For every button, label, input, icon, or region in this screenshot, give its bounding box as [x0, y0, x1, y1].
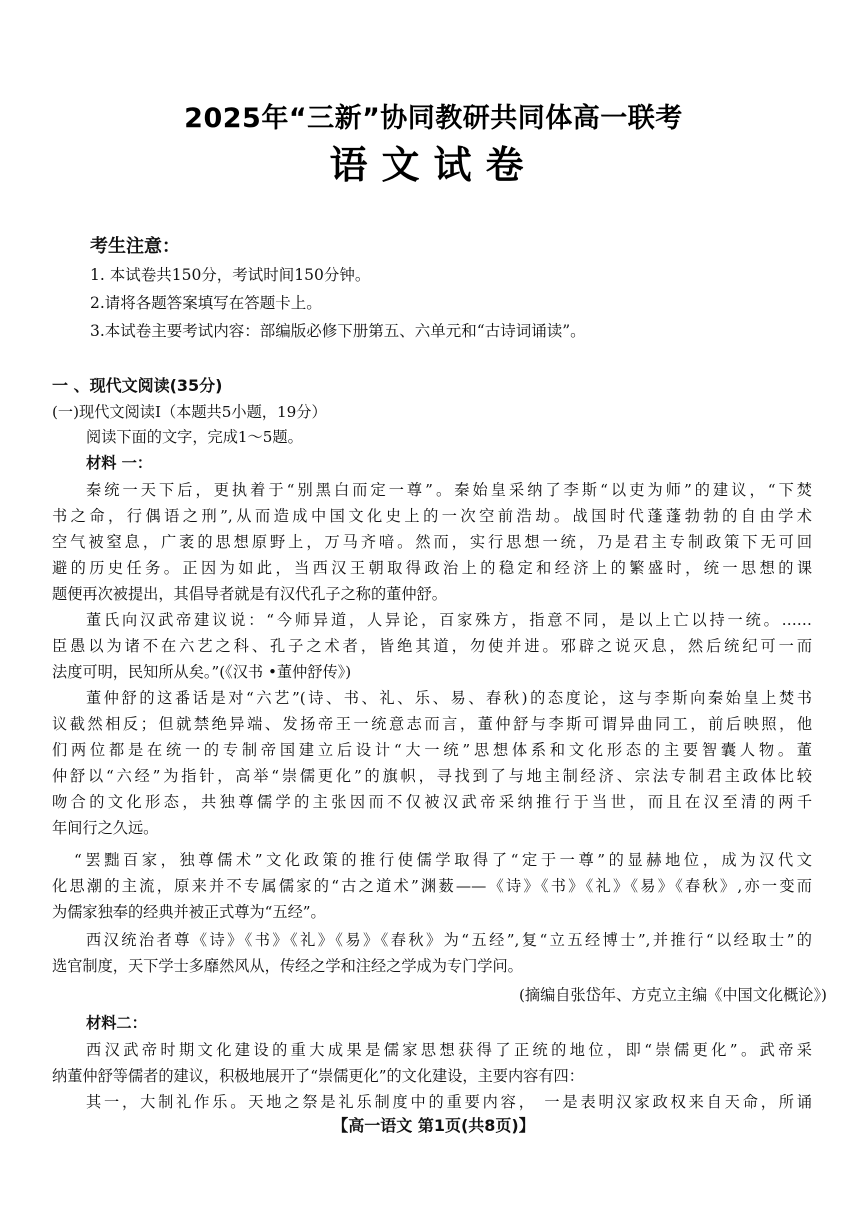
- material-label: 材料二：: [86, 1014, 147, 1032]
- reading-instruction: 阅读下面的文字，完成1～5题。: [86, 428, 303, 446]
- material-label: 材料 一：: [86, 454, 153, 472]
- paragraph-line: 董仲舒的这番话是对“六艺”(诗、书、礼、乐、易、春秋)的态度论，这与李斯向秦始皇上焚书: [86, 689, 812, 707]
- paragraph-line: 避的历史任务。正因为如此，当西汉王朝取得政治上的稳定和经济上的繁盛时，统一思想的课: [52, 559, 812, 577]
- exam-subject-title: 语文试卷: [329, 143, 538, 187]
- paragraph-line: 空气被窒息，广袤的思想原野上，万马齐喑。然而，实行思想一统，乃是君主专制政策下无可回: [52, 533, 812, 551]
- paragraph-line: “罢黜百家，独尊儒术”文化政策的推行使儒学取得了“定于一尊”的显赫地位，成为汉代文: [74, 851, 812, 869]
- paragraph-line: 西汉统治者尊《诗》《书》《礼》《易》《春秋》为“五经”,复“立五经博士”,并推行“以经取士”的: [86, 931, 812, 949]
- paragraph-line: 书之命，行偶语之刑”,从而造成中国文化史上的一次空前浩劫。战国时代蓬蓬勃勃的自由学术: [52, 507, 812, 525]
- paragraph-line: 董氏向汉武帝建议说：“今师异道，人异论，百家殊方，指意不同，是以上亡以持一统。……: [86, 611, 812, 629]
- paragraph-line: 西汉武帝时期文化建设的重大成果是儒家思想获得了正统的地位，即“崇儒更化”。武帝采: [86, 1041, 812, 1059]
- material-source: (摘编自张岱年、方克立主编《中国文化概论》): [518, 986, 827, 1004]
- notice-heading: 考生注意：: [90, 236, 180, 257]
- page-footer: 【高一语文 第1页(共8页)】: [332, 1116, 535, 1135]
- paragraph-line: 吻合的文化形态，共独尊儒学的主张因而不仅被汉武帝采纳推行于当世，而且在汉至清的两千: [52, 793, 812, 811]
- paragraph-line: 法度可明，民知所从矣。”(《汉书 •董仲舒传》): [52, 663, 352, 681]
- paragraph-line: 为儒家独奉的经典并被正式尊为“五经”。: [52, 903, 326, 921]
- paragraph-line: 化思潮的主流，原来并不专属儒家的“古之道术”渊薮——《诗》《书》《礼》《易》《春秋》,亦一变而: [52, 877, 812, 895]
- paragraph-line: 们两位都是在统一的专制帝国建立后设计“大一统”思想体系和文化形态的主要智囊人物。董: [52, 741, 812, 759]
- paragraph-line: 纳董仲舒等儒者的建议，积极地展开了“崇儒更化”的文化建设，主要内容有四：: [52, 1067, 584, 1085]
- notice-item: 2.请将各题答案填写在答题卡上。: [90, 294, 322, 312]
- paragraph-line: 年间行之久远。: [52, 819, 159, 837]
- exam-title: 2025年“三新”协同教研共同体高一联考: [184, 103, 683, 134]
- paragraph-line: 臣愚以为诸不在六艺之科、孔子之术者，皆绝其道，勿使并进。邪辟之说灭息，然后统纪可一而: [52, 637, 812, 655]
- sub-section-heading: (一)现代文阅读I（本题共5小题，19分）: [52, 403, 327, 421]
- paragraph-line: 选官制度，天下学士多靡然风从，传经之学和注经之学成为专门学问。: [52, 957, 523, 975]
- paragraph-line: 仲舒以“六经”为指针，高举“崇儒更化”的旗帜，寻找到了与地主制经济、宗法专制君主政体比较: [52, 767, 812, 785]
- notice-item: 3.本试卷主要考试内容：部编版必修下册第五、六单元和“古诗词诵读”。: [90, 322, 586, 340]
- notice-item: 1. 本试卷共150分，考试时间150分钟。: [90, 266, 371, 284]
- paragraph-line: 题便再次被提出，其倡导者就是有汉代孔子之称的董仲舒。: [52, 585, 447, 603]
- section-heading: 一 、现代文阅读(35分): [52, 376, 223, 395]
- paragraph-line: 其一，大制礼作乐。天地之祭是礼乐制度中的重要内容， 一是表明汉家政权来自天命，所诵: [86, 1093, 812, 1111]
- paragraph-line: 秦统一天下后，更执着于“别黑白而定一尊”。秦始皇采纳了李斯“以吏为师”的建议，“下焚: [86, 481, 812, 499]
- paragraph-line: 议截然相反；但就禁绝异端、发扬帝王一统意志而言，董仲舒与李斯可谓异曲同工，前后映照，他: [52, 715, 812, 733]
